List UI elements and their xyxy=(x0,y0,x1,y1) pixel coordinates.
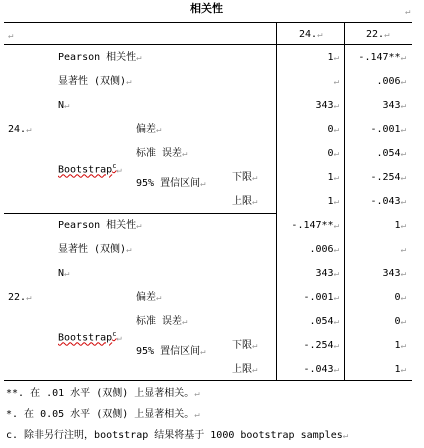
paragraph-mark: ↵ xyxy=(182,149,188,159)
paragraph-mark: ↵ xyxy=(200,347,206,357)
paragraph-mark: ↵ xyxy=(333,317,339,327)
row-sublabel-text: 下限 xyxy=(232,340,252,351)
cell-value: 1 xyxy=(394,220,401,231)
table-cell xyxy=(291,220,339,232)
cell-value: 1 xyxy=(394,364,401,375)
paragraph-mark: ↵ xyxy=(400,221,406,231)
cell-value: -.147** xyxy=(358,52,401,63)
cell-value: 0 xyxy=(394,316,401,327)
paragraph-mark: ↵ xyxy=(200,179,206,189)
cell-value: 1 xyxy=(327,196,334,207)
row-label xyxy=(136,124,161,136)
row-variable-label xyxy=(8,292,31,304)
paragraph-mark: ↵ xyxy=(26,125,32,135)
paragraph-mark: ↵ xyxy=(400,293,406,303)
bootstrap-superscript: c xyxy=(112,162,117,170)
cell-value: 1 xyxy=(327,52,334,63)
row-label-text: 显著性 (双侧) xyxy=(58,244,127,255)
paragraph-mark: ↵ xyxy=(333,77,339,87)
header-mark: ↵ xyxy=(8,31,14,41)
paragraph-mark: ↵ xyxy=(116,333,122,344)
variable-name: 22. xyxy=(8,292,27,303)
paragraph-mark: ↵ xyxy=(333,221,339,231)
table-cell xyxy=(395,292,406,304)
row-label xyxy=(58,268,69,280)
cell-value: .054 xyxy=(376,148,401,159)
paragraph-mark: ↵ xyxy=(156,293,162,303)
cell-value: .006 xyxy=(376,76,401,87)
row-sublabel xyxy=(232,340,257,352)
paragraph-mark: ↵ xyxy=(194,389,200,399)
paragraph-mark: ↵ xyxy=(333,341,339,351)
table-cell xyxy=(303,340,339,352)
row-label-text: 标准 误差 xyxy=(136,148,183,159)
paragraph-mark: ↵ xyxy=(333,293,339,303)
paragraph-mark: ↵ xyxy=(400,101,406,111)
paragraph-mark: ↵ xyxy=(333,197,339,207)
table-cell xyxy=(370,196,406,208)
paragraph-mark: ↵ xyxy=(333,173,339,183)
column-header-22 xyxy=(366,29,389,41)
table-cell xyxy=(303,292,339,304)
table-cell xyxy=(328,172,339,184)
cell-value: 1 xyxy=(327,172,334,183)
row-sublabel-text: 上限 xyxy=(232,196,252,207)
table-cell xyxy=(376,148,406,160)
table-cell xyxy=(328,124,339,136)
paragraph-mark: ↵ xyxy=(333,125,339,135)
paragraph-mark: ↵ xyxy=(400,317,406,327)
table-cell xyxy=(401,244,406,256)
row-label xyxy=(136,148,187,160)
row-label-text: Pearson 相关性 xyxy=(58,220,137,231)
table-cell xyxy=(328,52,339,64)
paragraph-mark: ↵ xyxy=(400,149,406,159)
row-label-text: Pearson 相关性 xyxy=(58,52,137,63)
paragraph-mark: ↵ xyxy=(400,269,406,279)
paragraph-mark: ↵ xyxy=(400,341,406,351)
row-sublabel-text: 上限 xyxy=(232,364,252,375)
table-cell xyxy=(370,124,406,136)
cell-value: 343 xyxy=(315,268,334,279)
table-cell xyxy=(334,76,339,88)
table-cell xyxy=(328,196,339,208)
paragraph-mark: ↵ xyxy=(333,269,339,279)
table-cell xyxy=(395,364,406,376)
paragraph-mark: ↵ xyxy=(333,365,339,375)
column-header-label: 24. xyxy=(299,29,318,40)
footnote xyxy=(6,388,200,400)
table-cell xyxy=(383,100,406,112)
row-label-text: 95% 置信区间 xyxy=(136,346,201,357)
table-cell xyxy=(383,268,406,280)
cell-value: 0 xyxy=(394,292,401,303)
row-label xyxy=(58,52,142,64)
paragraph-mark: ↵ xyxy=(156,125,162,135)
cell-value: -.001 xyxy=(303,292,334,303)
row-label-text: 偏差 xyxy=(136,124,156,135)
paragraph-mark: ↵ xyxy=(64,269,70,279)
table-cell xyxy=(358,52,406,64)
row-label xyxy=(58,220,142,232)
cell-value: 1 xyxy=(394,340,401,351)
table-cell xyxy=(328,148,339,160)
row-label-text: 95% 置信区间 xyxy=(136,178,201,189)
paragraph-mark: ↵ xyxy=(182,317,188,327)
paragraph-mark: ↵ xyxy=(400,197,406,207)
row-label-text: N xyxy=(58,268,65,279)
cell-value: -.043 xyxy=(303,364,334,375)
paragraph-mark: ↵ xyxy=(126,245,132,255)
footnote xyxy=(6,430,348,442)
table-cell xyxy=(303,364,339,376)
paragraph-mark: ↵ xyxy=(136,53,142,63)
paragraph-mark: ↵ xyxy=(400,53,406,63)
row-label xyxy=(136,316,187,328)
row-label xyxy=(136,178,206,190)
cell-value: 343 xyxy=(382,100,401,111)
paragraph-mark: ↵ xyxy=(252,365,258,375)
table-title: 相关性 xyxy=(190,2,223,15)
paragraph-mark: ↵ xyxy=(252,197,258,207)
row-sublabel xyxy=(232,172,257,184)
table-cell xyxy=(309,244,339,256)
cell-value: .006 xyxy=(309,244,334,255)
paragraph-mark: ↵ xyxy=(126,77,132,87)
column-header-24 xyxy=(299,29,322,41)
paragraph-mark: ↵ xyxy=(26,293,32,303)
bootstrap-label xyxy=(58,328,122,344)
row-sublabel-text: 下限 xyxy=(232,172,252,183)
paragraph-mark: ↵ xyxy=(317,30,323,40)
cell-value: -.254 xyxy=(303,340,334,351)
paragraph-mark: ↵ xyxy=(116,165,122,176)
bootstrap-text: Bootstrap xyxy=(58,164,113,176)
table-cell xyxy=(309,316,339,328)
table-cell xyxy=(370,172,406,184)
paragraph-mark: ↵ xyxy=(252,173,258,183)
paragraph-mark: ↵ xyxy=(400,245,406,255)
table-cell xyxy=(395,220,406,232)
bootstrap-label xyxy=(58,160,122,176)
paragraph-mark: ↵ xyxy=(400,125,406,135)
footnote-text: *. 在 0.05 水平 (双侧) 上显著相关。 xyxy=(6,409,195,420)
footnote xyxy=(6,409,200,421)
row-label-text: 偏差 xyxy=(136,292,156,303)
paragraph-mark: ↵ xyxy=(194,410,200,420)
footnote-text: c. 除非另行注明，bootstrap 结果将基于 1000 bootstrap samples xyxy=(6,430,343,441)
row-variable-label xyxy=(8,124,31,136)
variable-name: 24. xyxy=(8,124,27,135)
cell-value: -.254 xyxy=(370,172,401,183)
cell-value: 0 xyxy=(327,148,334,159)
paragraph-mark: ↵ xyxy=(333,245,339,255)
row-label xyxy=(58,100,69,112)
paragraph-mark: ↵ xyxy=(384,30,390,40)
row-sublabel xyxy=(232,196,257,208)
cell-value: -.043 xyxy=(370,196,401,207)
cell-value: 343 xyxy=(315,100,334,111)
row-label xyxy=(58,76,131,88)
bootstrap-superscript: c xyxy=(112,330,117,338)
column-header-label: 22. xyxy=(366,29,385,40)
paragraph-mark: ↵ xyxy=(136,221,142,231)
cell-value: -.001 xyxy=(370,124,401,135)
row-sublabel xyxy=(232,364,257,376)
table-cell xyxy=(376,76,406,88)
table-cell xyxy=(316,100,339,112)
paragraph-mark: ↵ xyxy=(333,53,339,63)
cell-value: 0 xyxy=(327,124,334,135)
footnote-text: **. 在 .01 水平 (双侧) 上显著相关。 xyxy=(6,388,195,399)
paragraph-mark: ↵ xyxy=(400,77,406,87)
table-cell xyxy=(395,316,406,328)
cell-value: -.147** xyxy=(291,220,334,231)
paragraph-mark: ↵ xyxy=(252,341,258,351)
row-label-text: 标准 误差 xyxy=(136,316,183,327)
cell-value: .054 xyxy=(309,316,334,327)
row-label xyxy=(136,292,161,304)
row-label xyxy=(58,244,131,256)
row-label-text: N xyxy=(58,100,65,111)
paragraph-mark: ↵ xyxy=(342,431,349,441)
paragraph-mark: ↵ xyxy=(405,7,411,17)
row-label xyxy=(136,346,206,358)
paragraph-mark: ↵ xyxy=(400,365,406,375)
paragraph-mark: ↵ xyxy=(400,173,406,183)
paragraph-mark: ↵ xyxy=(333,101,339,111)
paragraph-mark: ↵ xyxy=(64,101,70,111)
bootstrap-text: Bootstrap xyxy=(58,332,113,344)
paragraph-mark: ↵ xyxy=(333,149,339,159)
table-cell xyxy=(395,340,406,352)
cell-value: 343 xyxy=(382,268,401,279)
table-cell xyxy=(316,268,339,280)
row-label-text: 显著性 (双侧) xyxy=(58,76,127,87)
